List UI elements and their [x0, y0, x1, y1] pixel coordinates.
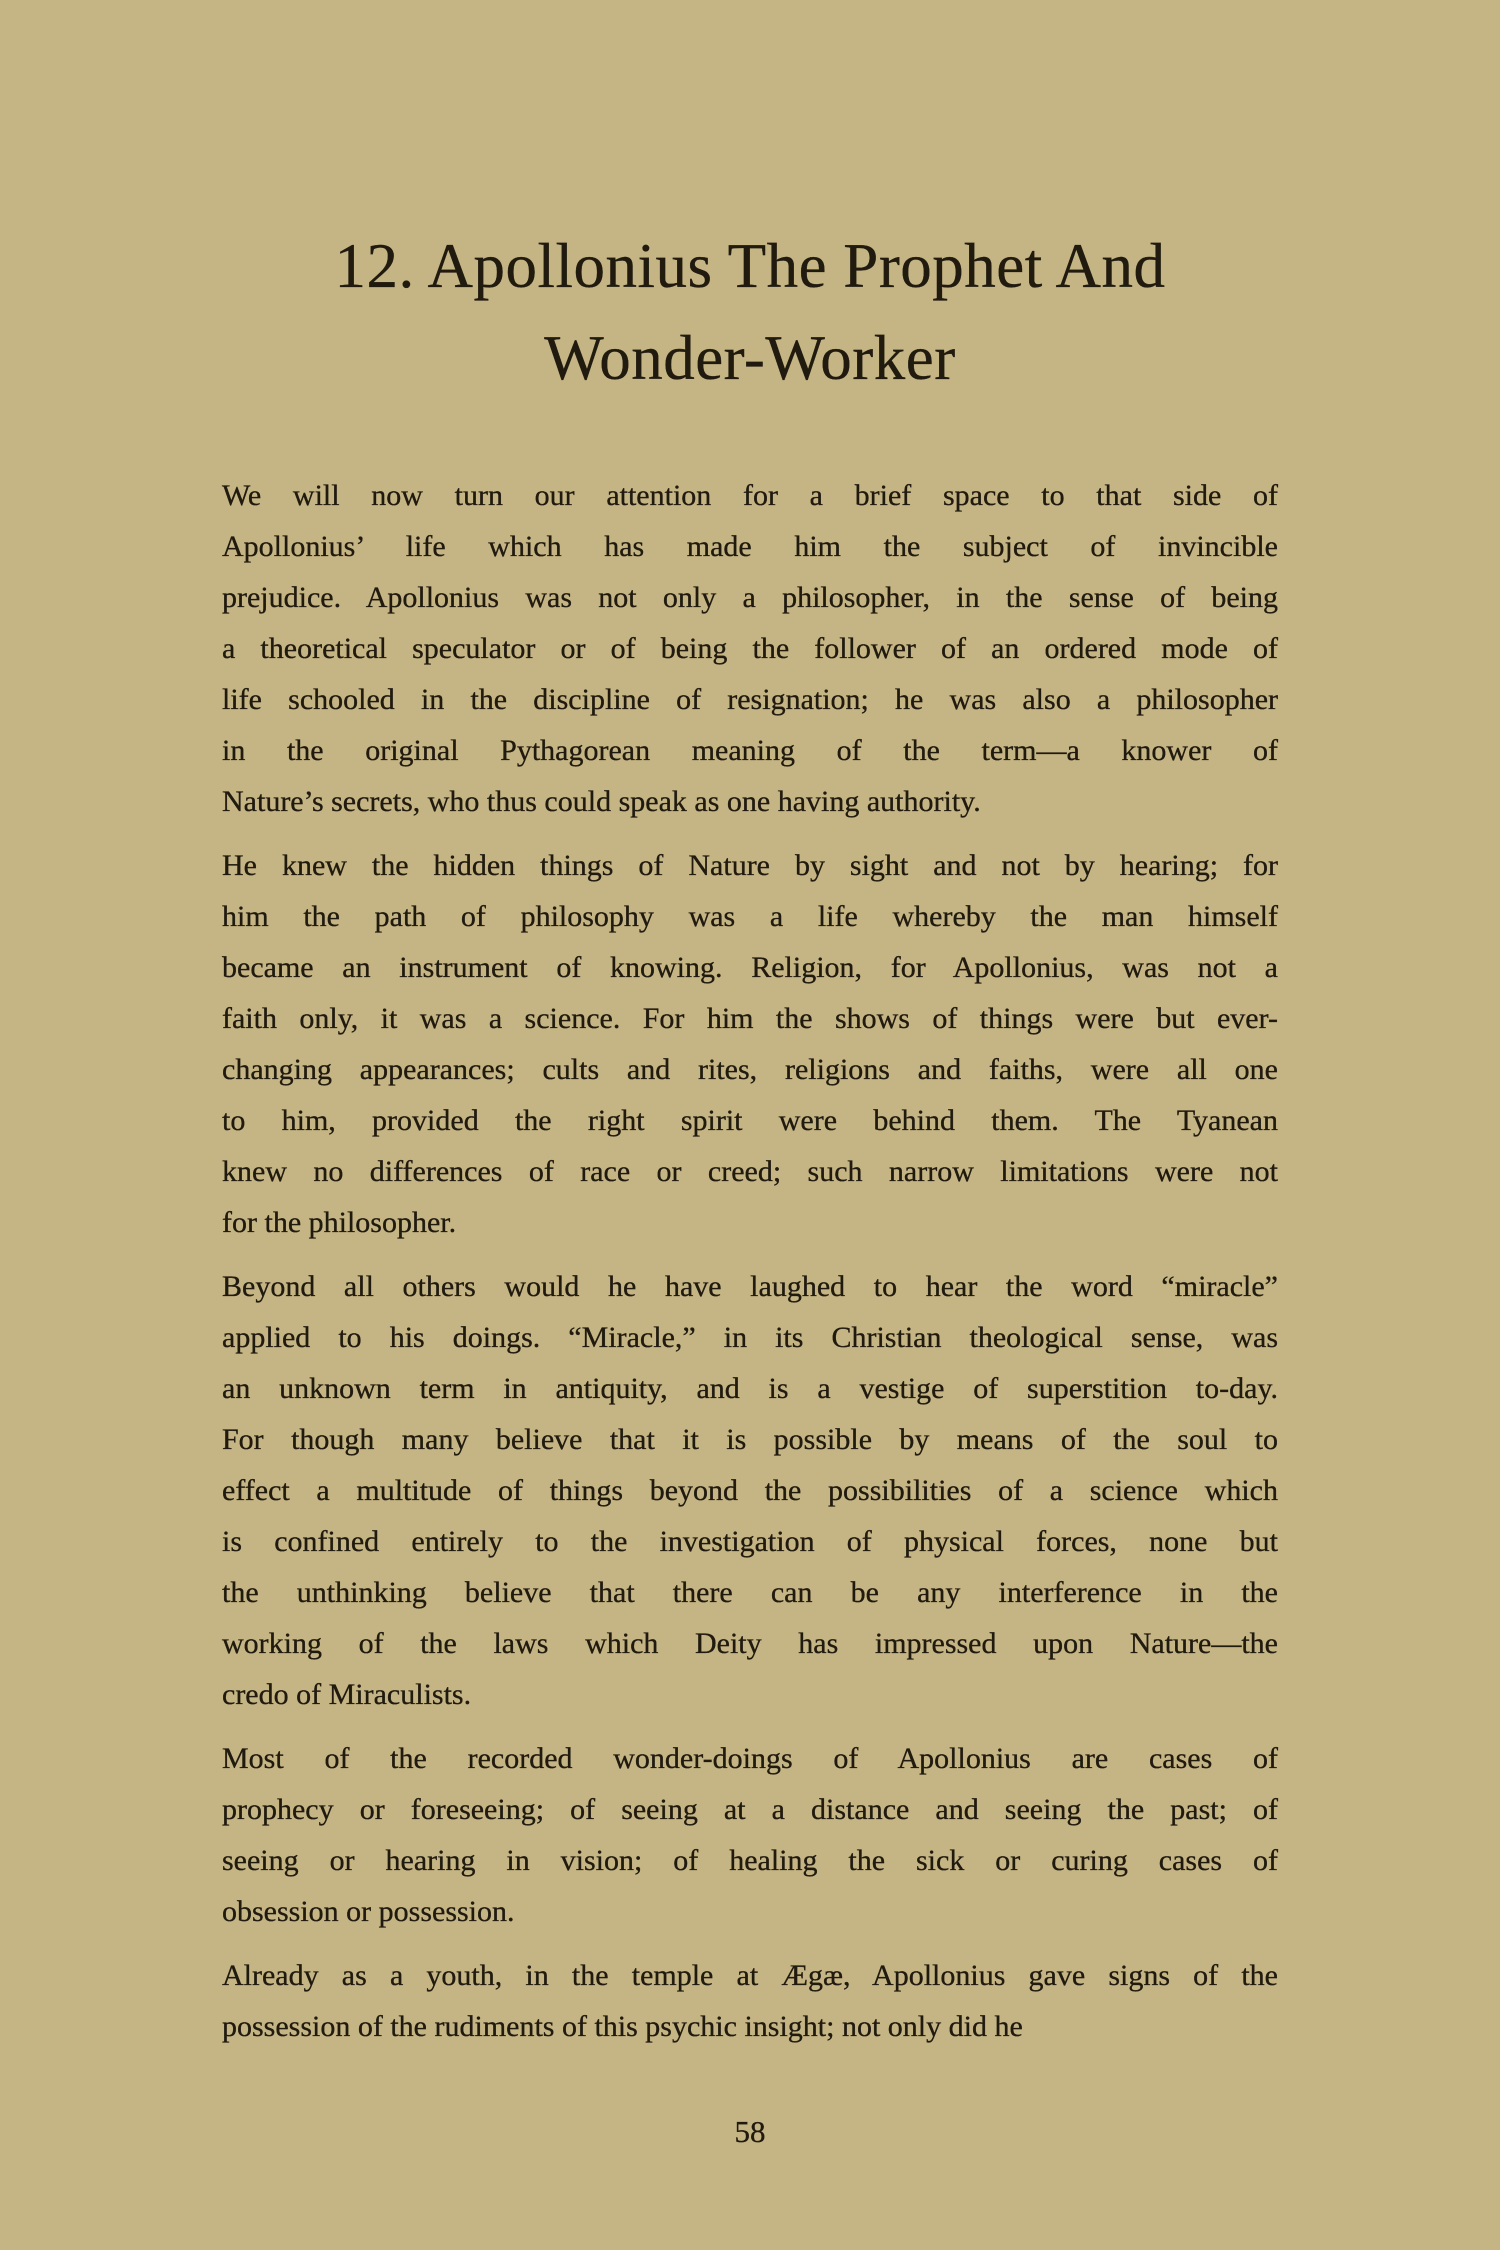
text-line: became an instrument of knowing. Religion, for Apollonius, was not a: [222, 951, 1278, 984]
text-line: life schooled in the discipline of resignation; he was also a philosopher: [222, 683, 1278, 716]
text-line: effect a multitude of things beyond the possibilities of a science which: [222, 1474, 1278, 1507]
paragraph: [222, 470, 1278, 827]
text-line: seeing or hearing in vision; of healing the sick or curing cases of: [222, 1844, 1278, 1877]
text-line: For though many believe that it is possible by means of the soul to: [222, 1423, 1278, 1456]
text-line: the unthinking believe that there can be any interference in the: [222, 1576, 1278, 1609]
chapter-title: [0, 220, 1500, 404]
text-line: knew no differences of race or creed; such narrow limitations were not: [222, 1155, 1278, 1188]
text-line: Apollonius’ life which has made him the subject of invincible: [222, 530, 1278, 563]
text-line: Nature’s secrets, who thus could speak as one having authority.: [222, 785, 981, 818]
chapter-title-line-2: Wonder-Worker: [544, 323, 956, 393]
text-line: prejudice. Apollonius was not only a philosopher, in the sense of being: [222, 581, 1278, 614]
page-number: 58: [734, 2114, 766, 2149]
page-text: [222, 470, 1278, 2052]
text-line: is confined entirely to the investigation of physical forces, none but: [222, 1525, 1278, 1558]
text-line: a theoretical speculator or of being the follower of an ordered mode of: [222, 632, 1278, 665]
text-line: We will now turn our attention for a brief space to that side of: [222, 479, 1278, 512]
text-line: changing appearances; cults and rites, religions and faiths, were all one: [222, 1053, 1278, 1086]
text-line: to him, provided the right spirit were behind them. The Tyanean: [222, 1104, 1278, 1137]
text-line: in the original Pythagorean meaning of the term—a knower of: [222, 734, 1278, 767]
text-line: working of the laws which Deity has impressed upon Nature—the: [222, 1627, 1278, 1660]
text-line: Already as a youth, in the temple at Ægæ, Apollonius gave signs of the: [222, 1959, 1278, 1992]
text-line: Most of the recorded wonder-doings of Apollonius are cases of: [222, 1742, 1278, 1775]
paragraph: [222, 840, 1278, 1248]
text-line: him the path of philosophy was a life whereby the man himself: [222, 900, 1278, 933]
text-line: credo of Miraculists.: [222, 1678, 472, 1711]
chapter-title-line-1: 12. Apollonius The Prophet And: [334, 231, 1166, 301]
text-line: He knew the hidden things of Nature by sight and not by hearing; for: [222, 849, 1278, 882]
text-line: obsession or possession.: [222, 1895, 515, 1928]
text-line: prophecy or foreseeing; of seeing at a distance and seeing the past; of: [222, 1793, 1278, 1826]
text-line: faith only, it was a science. For him the shows of things were but ever-: [222, 1002, 1278, 1035]
text-line: possession of the rudiments of this psychic insight; not only did he: [222, 2010, 1023, 2043]
paragraph: [222, 1950, 1278, 2052]
text-line: an unknown term in antiquity, and is a vestige of superstition to-day.: [222, 1372, 1278, 1405]
text-line: for the philosopher.: [222, 1206, 457, 1239]
paragraph: [222, 1733, 1278, 1937]
text-line: applied to his doings. “Miracle,” in its Christian theological sense, was: [222, 1321, 1278, 1354]
text-line: Beyond all others would he have laughed to hear the word “miracle”: [222, 1270, 1278, 1303]
paragraph: [222, 1261, 1278, 1720]
